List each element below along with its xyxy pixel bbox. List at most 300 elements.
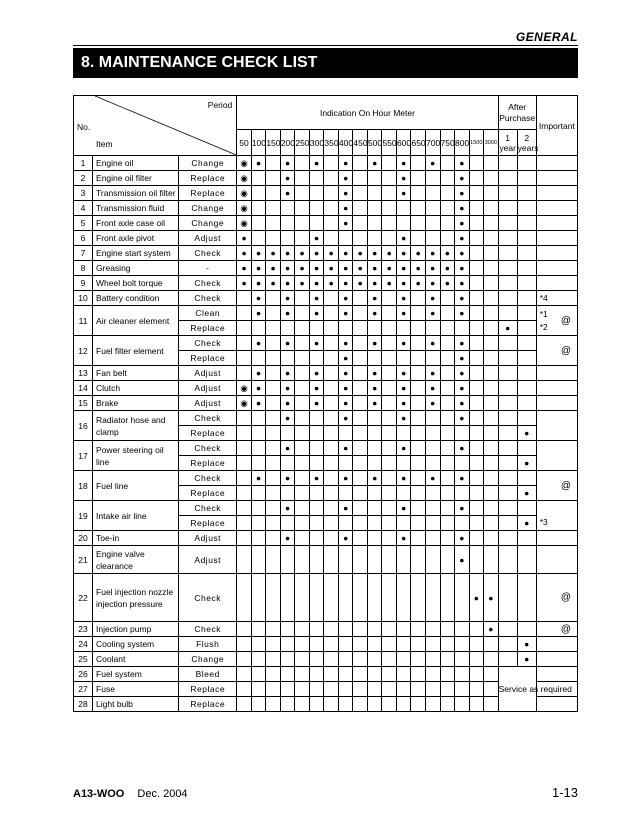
important-note: @ [536,622,577,637]
empty-cell [382,411,397,426]
check-mark: ● [251,396,266,411]
procedure: Flush [179,637,237,652]
empty-cell [353,652,368,667]
empty-cell [517,336,536,351]
empty-cell [309,186,324,201]
empty-cell [324,441,339,456]
check-mark: ● [455,306,470,321]
empty-cell [338,231,353,246]
empty-cell [251,682,266,697]
check-mark: ● [280,471,295,486]
check-mark: ● [455,351,470,366]
empty-cell [469,546,484,574]
check-mark: ● [498,321,517,336]
procedure: Replace [179,186,237,201]
empty-cell [425,667,440,682]
empty-cell [353,411,368,426]
empty-cell [425,697,440,712]
empty-cell [382,471,397,486]
empty-cell [498,637,517,652]
important-note [536,396,577,411]
empty-cell [324,156,339,171]
table-row [74,411,578,426]
important-note [536,667,577,682]
row-number: 21 [74,546,93,574]
check-mark: ● [517,652,536,667]
empty-cell [484,291,499,306]
check-mark: ● [338,201,353,216]
empty-cell [338,637,353,652]
row-number: 20 [74,531,93,546]
empty-cell [498,351,517,366]
procedure: Check [179,276,237,291]
empty-cell [309,682,324,697]
empty-cell [484,201,499,216]
check-mark: ● [425,336,440,351]
check-mark: ● [280,381,295,396]
empty-cell [517,321,536,336]
initial-check-mark: ◉ [237,381,252,396]
check-mark: ● [353,276,368,291]
table-row [74,667,578,682]
procedure: Check [179,501,237,516]
empty-cell [353,622,368,637]
check-mark: ● [425,261,440,276]
important-note [536,366,577,381]
row-number: 2 [74,171,93,186]
check-mark: ● [251,336,266,351]
empty-cell [469,531,484,546]
table-row [74,336,578,351]
empty-cell [425,351,440,366]
item-name: Engine oil filter [93,171,179,186]
procedure: Check [179,441,237,456]
table-row [74,231,578,246]
empty-cell [309,501,324,516]
important-note [536,652,577,667]
empty-cell [411,652,426,667]
table-row [74,156,578,171]
empty-cell [469,321,484,336]
procedure: Change [179,652,237,667]
empty-cell [324,456,339,471]
empty-cell [251,171,266,186]
empty-cell [266,486,281,501]
empty-cell [353,306,368,321]
empty-cell [367,426,382,441]
procedure: Adjust [179,231,237,246]
check-mark: ● [338,261,353,276]
row-number: 19 [74,501,93,531]
check-mark: ● [455,546,470,574]
empty-cell [309,546,324,574]
empty-cell [498,501,517,516]
empty-cell [280,546,295,574]
empty-cell [280,216,295,231]
empty-cell [517,366,536,381]
hour-header: 150 [266,130,281,156]
footer-model-code: A13-WOO [73,788,125,800]
check-mark: ● [455,216,470,231]
empty-cell [498,201,517,216]
empty-cell [425,426,440,441]
check-mark: ● [455,336,470,351]
empty-cell [425,411,440,426]
important-note-bottom: *2 [539,322,548,332]
row-number: 28 [74,697,93,712]
empty-cell [353,231,368,246]
empty-cell [469,216,484,231]
empty-cell [309,321,324,336]
empty-cell [324,501,339,516]
check-mark: ● [455,231,470,246]
footer-date: Dec. 2004 [137,788,188,800]
empty-cell [498,171,517,186]
check-mark: ● [280,501,295,516]
empty-cell [295,156,310,171]
check-mark: ● [396,336,411,351]
empty-cell [295,351,310,366]
item-name: Transmission fluid [93,201,179,216]
empty-cell [338,456,353,471]
empty-cell [411,411,426,426]
empty-cell [517,156,536,171]
check-mark: ● [367,261,382,276]
check-mark: ● [295,261,310,276]
empty-cell [411,306,426,321]
empty-cell [440,637,455,652]
empty-cell [517,441,536,456]
check-mark: ● [295,246,310,261]
empty-cell [382,682,397,697]
check-mark: ● [455,471,470,486]
item-name: Injection pump [93,622,179,637]
table-row [74,637,578,652]
empty-cell [237,456,252,471]
hour-header: 650 [411,130,426,156]
check-mark: ● [338,396,353,411]
page-title: 8. MAINTENANCE CHECK LIST [73,48,578,78]
empty-cell [517,574,536,622]
empty-cell [455,622,470,637]
empty-cell [382,697,397,712]
empty-cell [353,381,368,396]
empty-cell [469,246,484,261]
procedure: Adjust [179,546,237,574]
empty-cell [469,261,484,276]
check-mark: ● [455,276,470,291]
hour-header: 450 [353,130,368,156]
empty-cell [396,574,411,622]
item-name: Transmission oil filter [93,186,179,201]
empty-cell [498,156,517,171]
after-purchase-header: After Purchase [498,96,536,130]
empty-cell [517,471,536,486]
empty-cell [280,201,295,216]
empty-cell [324,426,339,441]
empty-cell [367,231,382,246]
empty-cell [367,441,382,456]
empty-cell [266,321,281,336]
check-mark: ● [309,336,324,351]
empty-cell [484,652,499,667]
empty-cell [411,516,426,531]
check-mark: ● [396,186,411,201]
empty-cell [338,574,353,622]
empty-cell [498,622,517,637]
empty-cell [440,411,455,426]
empty-cell [237,306,252,321]
check-mark: ● [280,261,295,276]
empty-cell [251,201,266,216]
empty-cell [498,456,517,471]
empty-cell [382,501,397,516]
empty-cell [469,171,484,186]
empty-cell [396,351,411,366]
procedure: Clean [179,306,237,321]
check-mark: ● [455,246,470,261]
empty-cell [309,426,324,441]
empty-cell [295,366,310,381]
empty-cell [425,546,440,574]
important-note [536,186,577,201]
empty-cell [455,486,470,501]
empty-cell [338,622,353,637]
check-mark: ● [338,501,353,516]
empty-cell [425,486,440,501]
empty-cell [251,321,266,336]
empty-cell [396,637,411,652]
empty-cell [498,426,517,441]
empty-cell [324,396,339,411]
empty-cell [338,546,353,574]
empty-cell [440,336,455,351]
empty-cell [324,306,339,321]
row-number: 17 [74,441,93,471]
item-name: Battery condition [93,291,179,306]
empty-cell [517,501,536,516]
check-mark: ● [367,471,382,486]
procedure: Bleed [179,667,237,682]
empty-cell [498,411,517,426]
check-mark: ● [411,276,426,291]
row-number: 24 [74,637,93,652]
procedure: Adjust [179,396,237,411]
hour-header: 600 [396,130,411,156]
empty-cell [266,471,281,486]
empty-cell [396,321,411,336]
check-mark: ● [425,291,440,306]
empty-cell [440,574,455,622]
empty-cell [498,366,517,381]
check-mark: ● [396,366,411,381]
empty-cell [440,546,455,574]
check-mark: ● [367,381,382,396]
empty-cell [237,652,252,667]
empty-cell [484,396,499,411]
empty-cell [440,186,455,201]
empty-cell [455,697,470,712]
empty-cell [517,216,536,231]
procedure: Check [179,246,237,261]
check-mark: ● [517,637,536,652]
check-mark: ● [396,156,411,171]
empty-cell [295,531,310,546]
empty-cell [411,697,426,712]
empty-cell [295,426,310,441]
row-number: 22 [74,574,93,622]
empty-cell [498,261,517,276]
initial-check-mark: ◉ [237,216,252,231]
check-mark: ● [382,261,397,276]
table-row [74,471,578,486]
empty-cell [353,366,368,381]
empty-cell [324,652,339,667]
empty-cell [469,351,484,366]
empty-cell [295,411,310,426]
empty-cell [382,637,397,652]
check-mark: ● [353,261,368,276]
empty-cell [367,321,382,336]
check-mark: ● [338,381,353,396]
row-number: 9 [74,276,93,291]
check-mark: ● [455,261,470,276]
empty-cell [498,186,517,201]
empty-cell [367,486,382,501]
empty-cell [324,351,339,366]
year-header: 2 years [517,130,536,156]
empty-cell [498,231,517,246]
check-mark: ● [309,306,324,321]
empty-cell [425,637,440,652]
table-row [74,574,578,622]
empty-cell [484,216,499,231]
empty-cell [396,622,411,637]
empty-cell [237,546,252,574]
row-number: 10 [74,291,93,306]
empty-cell [517,411,536,426]
empty-cell [440,441,455,456]
check-mark: ● [280,366,295,381]
item-name: Engine oil [93,156,179,171]
empty-cell [469,682,484,697]
empty-cell [382,381,397,396]
important-at-mark: @ [560,315,571,326]
empty-cell [382,366,397,381]
empty-cell [266,156,281,171]
empty-cell [484,321,499,336]
empty-cell [484,156,499,171]
important-note [536,381,577,396]
empty-cell [411,667,426,682]
empty-cell [309,411,324,426]
empty-cell [498,516,517,531]
empty-cell [266,231,281,246]
empty-cell [237,336,252,351]
check-mark: ● [425,381,440,396]
empty-cell [425,441,440,456]
empty-cell [324,637,339,652]
item-name: Cooling system [93,637,179,652]
initial-check-mark: ◉ [237,186,252,201]
empty-cell [266,682,281,697]
empty-cell [425,171,440,186]
check-mark: ● [396,276,411,291]
empty-cell [469,456,484,471]
item-name: Front axle pivot [93,231,179,246]
check-mark: ● [266,261,281,276]
empty-cell [382,351,397,366]
empty-cell [382,516,397,531]
initial-check-mark: ◉ [237,201,252,216]
check-mark: ● [251,156,266,171]
empty-cell [295,306,310,321]
empty-cell [382,652,397,667]
row-number: 18 [74,471,93,501]
empty-cell [411,622,426,637]
empty-cell [440,366,455,381]
procedure: Check [179,574,237,622]
empty-cell [266,366,281,381]
procedure: Replace [179,456,237,471]
check-mark: ● [396,501,411,516]
empty-cell [309,531,324,546]
empty-cell [411,336,426,351]
hour-header: 700 [425,130,440,156]
hour-header: 350 [324,130,339,156]
empty-cell [469,501,484,516]
empty-cell [353,531,368,546]
row-number: 6 [74,231,93,246]
empty-cell [280,574,295,622]
empty-cell [251,216,266,231]
procedure: Adjust [179,366,237,381]
check-mark: ● [309,291,324,306]
empty-cell [266,411,281,426]
empty-cell [324,516,339,531]
footer-page-number: 1-13 [551,785,578,800]
empty-cell [455,456,470,471]
empty-cell [324,291,339,306]
empty-cell [338,486,353,501]
row-number: 1 [74,156,93,171]
check-mark: ● [396,471,411,486]
empty-cell [309,171,324,186]
initial-check-mark: ◉ [237,156,252,171]
empty-cell [440,531,455,546]
empty-cell [382,622,397,637]
empty-cell [396,216,411,231]
empty-cell [309,637,324,652]
table-row [74,366,578,381]
important-at-mark: @ [560,480,571,491]
empty-cell [280,637,295,652]
empty-cell [411,501,426,516]
empty-cell [324,682,339,697]
empty-cell [469,396,484,411]
empty-cell [469,201,484,216]
empty-cell [517,231,536,246]
check-mark: ● [455,156,470,171]
empty-cell [237,426,252,441]
empty-cell [367,574,382,622]
empty-cell [266,622,281,637]
check-mark: ● [251,246,266,261]
check-mark: ● [280,156,295,171]
empty-cell [324,381,339,396]
empty-cell [425,516,440,531]
empty-cell [382,456,397,471]
